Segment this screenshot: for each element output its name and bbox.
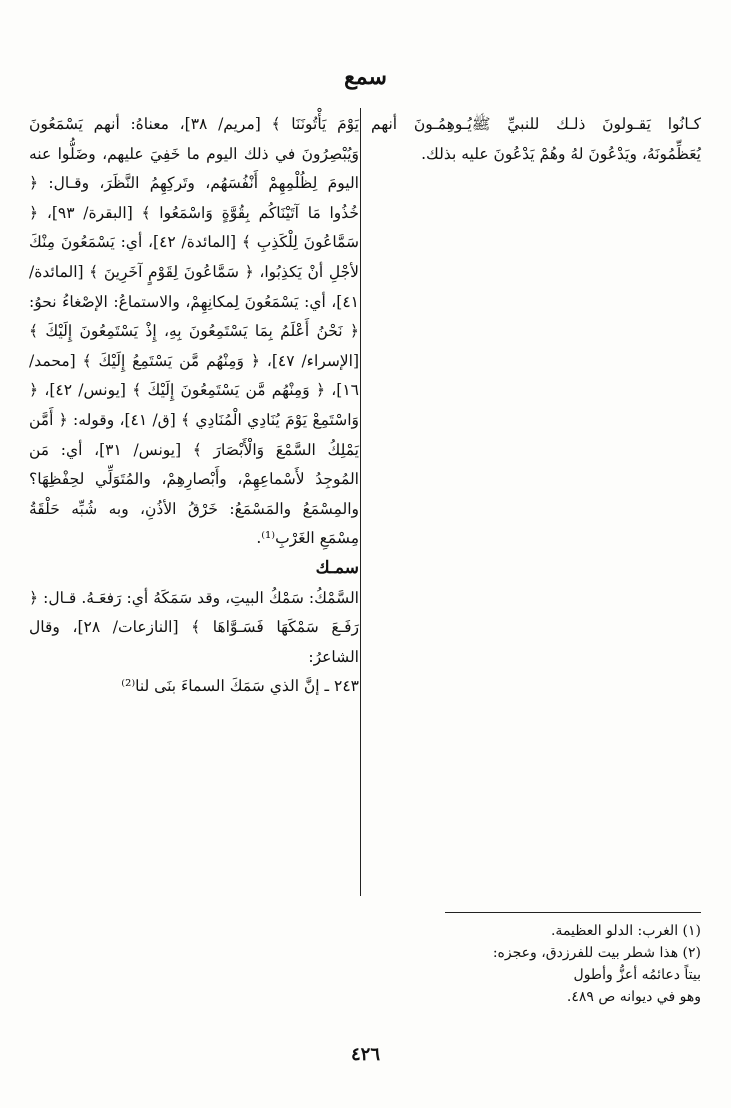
left-column — [29, 110, 359, 702]
footnote-rule — [445, 912, 701, 913]
left-column-paragraph: يَوْمَ يَأْتُونَنَا ﴾ [مريم/ ٣٨]، معناهُ: أنهم يَسْمَعُونَ وَيُبْصِرُونَ في ذلك اليوم ما خَفِيَ عليهم، وضَلُّوا عنه اليومَ لِظُلْمِهِمْ أَنْفُسَهُم، وتَركِهِمُ النَّظَرَ، وقـال: ﴿ خُذُوا مَا آتَيْنَاكُم بِقُوَّةٍ وَاسْمَعُوا ﴾ [البقرة/ ٩٣]، ﴿ سَمَّاعُونَ لِلْكَذِبِ ﴾ [المائدة/ ٤٢]، أي: يَسْمَعُونَ مِنْكَ لأجْلِ أنْ يَكذِبُوا، ﴿ سَمَّاعُونَ لِقَوْمٍ آخَرِينَ ﴾ [المائدة/ ٤١]، أي: يَسْمَعُونَ لِمكانِهِمْ، والاستماعُ: الإصْغاءُ نحوُ: ﴿ نَحْنُ أَعْلَمُ بِمَا يَسْتَمِعُونَ بِهِ، إِذْ يَسْتَمِعُونَ إِلَيْكَ ﴾ [الإسراء/ ٤٧]، ﴿ وَمِنْهُم مَّن يَسْتَمِعُ إِلَيْكَ ﴾ [محمد/ ١٦]، ﴿ وَمِنْهُم مَّن يَسْتَمِعُونَ إِلَيْكَ ﴾ [يونس/ ٤٢]، ﴿ وَاسْتَمِعْ يَوْمَ يُنَادِي الْمُنَادِي ﴾ [ق/ ٤١]، وقوله: ﴿ أَمَّن يَمْلِكُ السَّمْعَ وَالْأَبْصَارَ ﴾ [يونس/ ٣١]، أي: مَن المُوجِدُ لأَسْماعِهِمْ، وأَبْصارِهِمْ، والمُتَوَلِّي لحِفْظِهَا؟ والمِسْمَعُ والمَسْمَعُ: خَرْقُ الأذُنِ، وبه شُبِّه حَلْقَةُ مِسْمَعِ الغَرْبِ⁽¹⁾. — [29, 115, 359, 548]
footnote-diwan: وهو في ديوانه ص ٤٨٩. — [566, 989, 701, 1005]
running-head: سمع — [344, 64, 387, 90]
section-title-samk: سمـك — [315, 557, 359, 578]
footnotes — [31, 920, 701, 1008]
page-number: ٤٢٦ — [350, 1044, 380, 1065]
section-paragraph: السَّمْكُ: سَمْكُ البيتِ، وقد سَمَكَهُ أي: رَفعَـهُ. قـال: ﴿ رَفَـعَ سَمْكَهَا فَسَـوَّاهَا ﴾ [النازعات/ ٢٨]، وقال الشاعرُ: — [29, 588, 360, 666]
footnote-2: (٢) هذا شطر بيت للفرزدق، وعجزه: — [492, 945, 701, 961]
footnote-1: (١) الغرب: الدلو العظيمة. — [550, 923, 701, 939]
right-column — [371, 110, 701, 169]
poem-line: ٢٤٣ ـ إنَّ الذي سَمَكَ السماءَ بنَى لنا⁽²⁾ — [121, 677, 359, 696]
right-column-text: كـانُوا يَقـولونَ ذلـك للنبيِّ ﷺيُـوهِمُـونَ أنهم يُعَظِّمُونَهُ، ويَدْعُونَ لهُ وهُمْ يَدْعُونَ عليه بذلك. — [371, 115, 701, 163]
column-divider — [360, 108, 361, 896]
footnote-verse: بيتاً دعائمُه أعزُّ وأطول — [573, 967, 701, 983]
